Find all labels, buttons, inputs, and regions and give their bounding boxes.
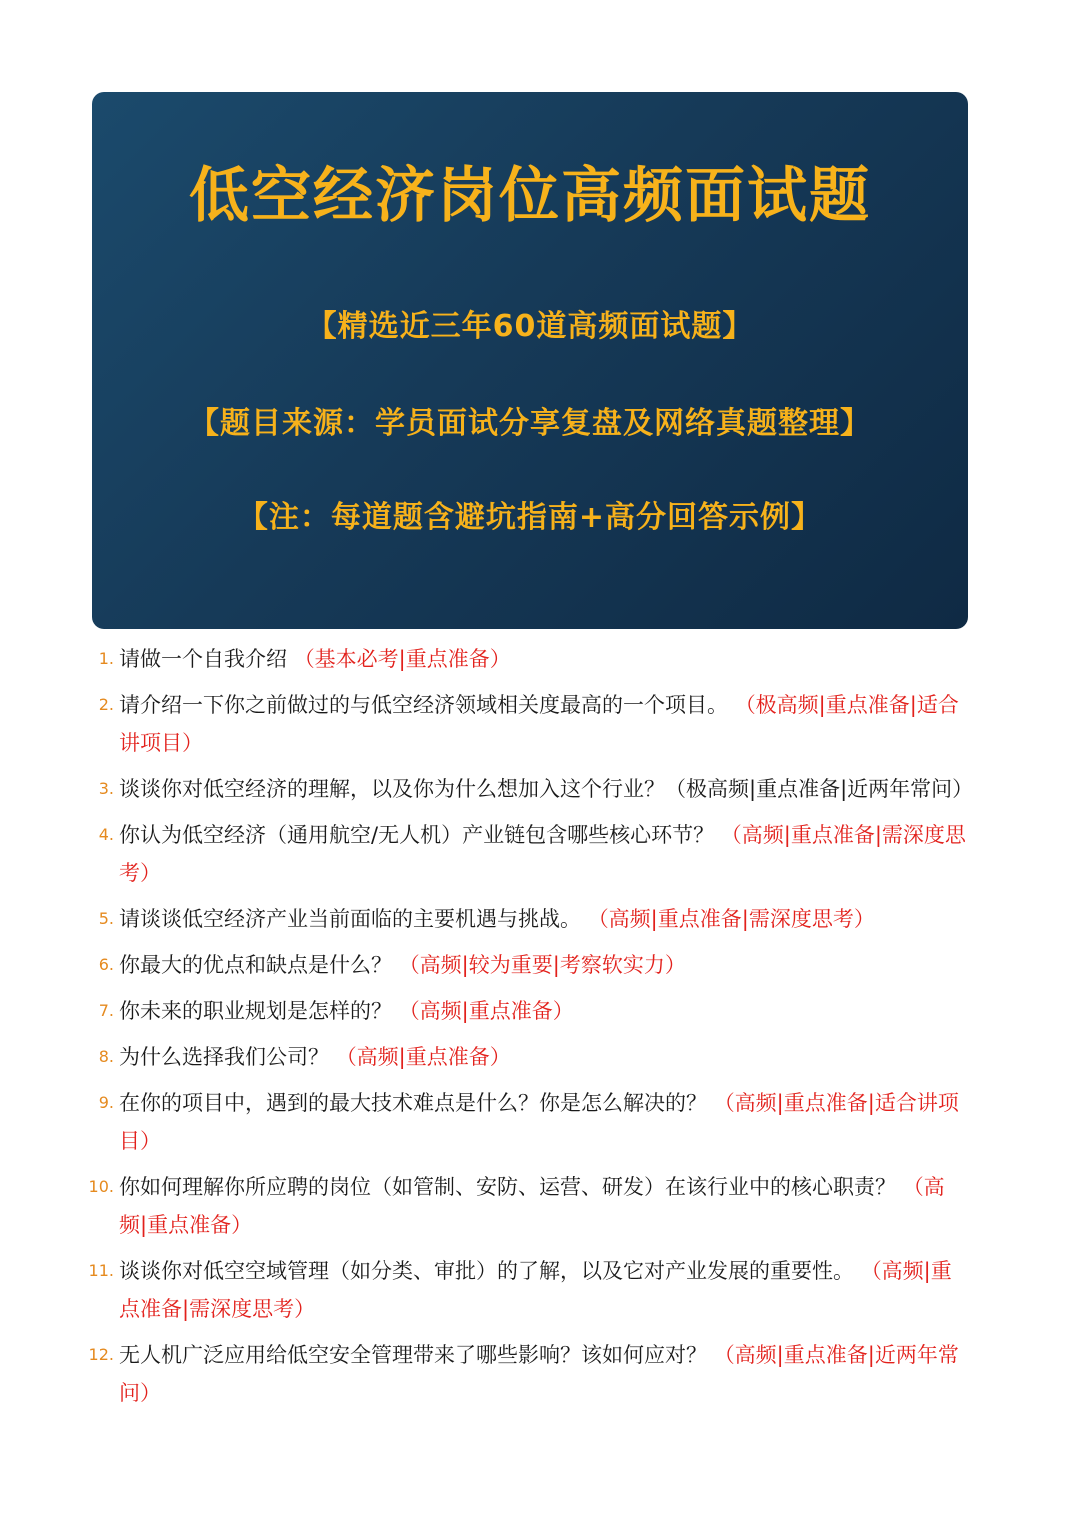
question-text: 无人机广泛应用给低空安全管理带来了哪些影响？该如何应对？ xyxy=(119,1343,707,1367)
list-number: 1. xyxy=(98,649,114,668)
question-tag: （高频|重点准备） xyxy=(119,1175,945,1237)
question-tag: （高频|重点准备） xyxy=(398,999,574,1023)
question-tag: （高频|重点准备） xyxy=(335,1045,511,1069)
question-tag: （高频|较为重要|考察软实力） xyxy=(398,953,686,977)
subtitle-source: 【题目来源：学员面试分享复盘及网络真题整理】 xyxy=(189,406,871,441)
question-tag: （高频|重点准备|近两年常问） xyxy=(119,1343,959,1405)
list-item xyxy=(88,946,968,984)
header-banner xyxy=(92,92,968,629)
list-item xyxy=(88,992,968,1030)
list-item xyxy=(88,816,968,892)
question-tag: （高频|重点准备|需深度思考） xyxy=(119,823,966,885)
list-number: 10. xyxy=(88,1177,114,1196)
list-item xyxy=(88,1084,968,1160)
list-number: 3. xyxy=(98,779,114,798)
page-title: 低空经济岗位高频面试题 xyxy=(189,161,871,231)
question-text: 你未来的职业规划是怎样的？ xyxy=(119,999,392,1023)
question-text: 谈谈你对低空经济的理解，以及你为什么想加入这个行业？（极高频|重点准备|近两年常问） xyxy=(119,777,974,801)
list-number: 8. xyxy=(98,1047,114,1066)
question-text: 为什么选择我们公司？ xyxy=(119,1045,329,1069)
list-item xyxy=(88,900,968,938)
question-text: 在你的项目中，遇到的最大技术难点是什么？你是怎么解决的？ xyxy=(119,1091,707,1115)
list-number: 4. xyxy=(98,825,114,844)
list-number: 12. xyxy=(88,1345,114,1364)
question-tag: （高频|重点准备|适合讲项目） xyxy=(119,1091,959,1153)
list-item xyxy=(88,770,974,808)
question-text: 你最大的优点和缺点是什么？ xyxy=(119,953,392,977)
list-number: 11. xyxy=(88,1261,114,1280)
question-tag: （基本必考|重点准备） xyxy=(293,647,511,671)
list-number: 5. xyxy=(98,909,114,928)
question-tag: （极高频|重点准备|适合讲项目） xyxy=(119,693,959,755)
list-number: 9. xyxy=(98,1093,114,1112)
question-text: 请介绍一下你之前做过的与低空经济领域相关度最高的一个项目。 xyxy=(119,693,728,717)
question-tag: （高频|重点准备|需深度思考） xyxy=(119,1259,952,1321)
question-tag: （高频|重点准备|需深度思考） xyxy=(587,907,875,931)
list-item xyxy=(88,1336,968,1412)
list-item xyxy=(88,1038,968,1076)
list-item xyxy=(88,640,968,678)
subtitle-note: 【注：每道题含避坑指南+高分回答示例】 xyxy=(237,500,823,535)
list-item xyxy=(88,686,968,762)
list-item xyxy=(88,1168,968,1244)
list-number: 7. xyxy=(98,1001,114,1020)
list-number: 6. xyxy=(98,955,114,974)
question-list xyxy=(88,640,974,1420)
question-text: 你如何理解你所应聘的岗位（如管制、安防、运营、研发）在该行业中的核心职责？ xyxy=(119,1175,896,1199)
question-text: 请谈谈低空经济产业当前面临的主要机遇与挑战。 xyxy=(119,907,581,931)
list-item xyxy=(88,1252,968,1328)
question-text: 谈谈你对低空空域管理（如分类、审批）的了解，以及它对产业发展的重要性。 xyxy=(119,1259,854,1283)
list-number: 2. xyxy=(98,695,114,714)
question-text: 请做一个自我介绍 xyxy=(119,647,287,671)
question-text: 你认为低空经济（通用航空/无人机）产业链包含哪些核心环节？ xyxy=(119,823,715,847)
subtitle-selection: 【精选近三年60道高频面试题】 xyxy=(306,309,754,344)
